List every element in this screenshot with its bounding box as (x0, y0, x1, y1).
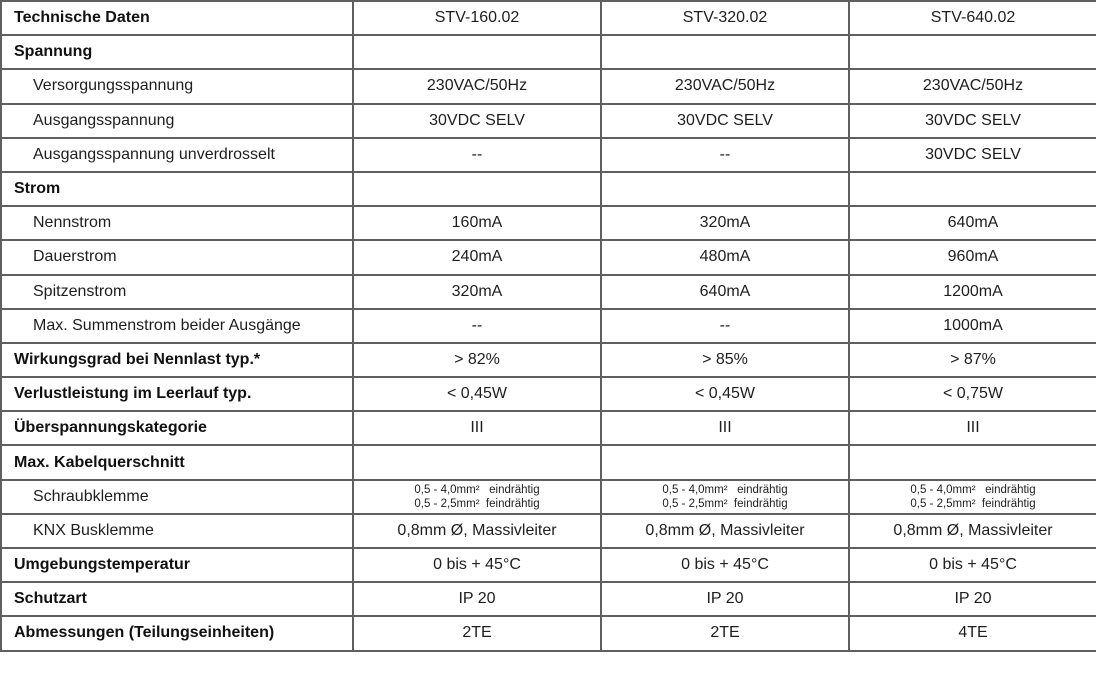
header-row (1, 1, 1096, 35)
row-value (353, 35, 601, 69)
row-value: 960mA (849, 240, 1096, 274)
row-value: 2TE (353, 616, 601, 650)
row-value: 230VAC/50Hz (601, 69, 849, 103)
row-label: Abmessungen (Teilungseinheiten) (1, 616, 353, 650)
row-value: 0,5 - 4,0mm² eindrähtig 0,5 - 2,5mm² feindrähtig (662, 483, 788, 510)
row-value: < 0,75W (849, 377, 1096, 411)
row-value: 30VDC SELV (353, 104, 601, 138)
row-value: 2TE (601, 616, 849, 650)
table-row (1, 480, 1096, 514)
row-value: -- (353, 309, 601, 343)
row-value: 30VDC SELV (601, 104, 849, 138)
row-label: Ausgangsspannung (1, 104, 353, 138)
row-value: > 82% (353, 343, 601, 377)
row-label: Nennstrom (1, 206, 353, 240)
header-label: Technische Daten (1, 1, 353, 35)
row-value: 0,8mm Ø, Massivleiter (849, 514, 1096, 548)
row-value (849, 172, 1096, 206)
row-value: IP 20 (353, 582, 601, 616)
row-label: Wirkungsgrad bei Nennlast typ.* (1, 343, 353, 377)
row-value: 0 bis + 45°C (849, 548, 1096, 582)
table-row (1, 240, 1096, 274)
row-value: < 0,45W (353, 377, 601, 411)
table-row (1, 69, 1096, 103)
row-value: III (601, 411, 849, 445)
row-value: -- (601, 309, 849, 343)
row-label: Spannung (1, 35, 353, 69)
row-value: 30VDC SELV (849, 138, 1096, 172)
row-label: Umgebungstemperatur (1, 548, 353, 582)
row-label: Schraubklemme (1, 480, 353, 514)
table-row (1, 343, 1096, 377)
table-row (1, 548, 1096, 582)
row-value: 160mA (353, 206, 601, 240)
table-row (1, 514, 1096, 548)
header-model-stv-640: STV-640.02 (849, 1, 1096, 35)
row-value-cell (849, 480, 1096, 514)
row-label: Max. Kabelquerschnitt (1, 445, 353, 479)
row-value-cell (601, 480, 849, 514)
table-row (1, 377, 1096, 411)
row-value: IP 20 (601, 582, 849, 616)
table-row (1, 138, 1096, 172)
row-value: 0,8mm Ø, Massivleiter (353, 514, 601, 548)
row-value: 0,8mm Ø, Massivleiter (601, 514, 849, 548)
row-label: Dauerstrom (1, 240, 353, 274)
row-value: 320mA (601, 206, 849, 240)
row-value: 0 bis + 45°C (601, 548, 849, 582)
table-row (1, 582, 1096, 616)
row-value-cell (353, 480, 601, 514)
row-value: IP 20 (849, 582, 1096, 616)
row-label: Schutzart (1, 582, 353, 616)
table-row (1, 309, 1096, 343)
table-row (1, 445, 1096, 479)
row-label: Versorgungsspannung (1, 69, 353, 103)
row-label: Ausgangsspannung unverdrosselt (1, 138, 353, 172)
table-row (1, 104, 1096, 138)
row-value (601, 35, 849, 69)
row-value: 0,5 - 4,0mm² eindrähtig 0,5 - 2,5mm² feindrähtig (910, 483, 1036, 510)
table-row (1, 616, 1096, 650)
row-value: 1000mA (849, 309, 1096, 343)
row-label: Spitzenstrom (1, 275, 353, 309)
row-value: 0,5 - 4,0mm² eindrähtig 0,5 - 2,5mm² feindrähtig (414, 483, 540, 510)
header-model-stv-160: STV-160.02 (353, 1, 601, 35)
row-label: Verlustleistung im Leerlauf typ. (1, 377, 353, 411)
row-label: Überspannungskategorie (1, 411, 353, 445)
table-row (1, 275, 1096, 309)
row-value: 640mA (849, 206, 1096, 240)
row-value: 640mA (601, 275, 849, 309)
row-label: Max. Summenstrom beider Ausgänge (1, 309, 353, 343)
row-value: 230VAC/50Hz (353, 69, 601, 103)
row-label: KNX Busklemme (1, 514, 353, 548)
row-value (849, 35, 1096, 69)
row-value: 320mA (353, 275, 601, 309)
row-value: > 87% (849, 343, 1096, 377)
row-value: < 0,45W (601, 377, 849, 411)
row-value: -- (601, 138, 849, 172)
row-value: 1200mA (849, 275, 1096, 309)
row-label: Strom (1, 172, 353, 206)
row-value (849, 445, 1096, 479)
table-row (1, 411, 1096, 445)
row-value: 240mA (353, 240, 601, 274)
row-value: 0 bis + 45°C (353, 548, 601, 582)
header-model-stv-320: STV-320.02 (601, 1, 849, 35)
row-value: > 85% (601, 343, 849, 377)
row-value: III (353, 411, 601, 445)
table-body (1, 1, 1096, 651)
row-value: III (849, 411, 1096, 445)
row-value (353, 172, 601, 206)
table-row (1, 172, 1096, 206)
row-value (353, 445, 601, 479)
row-value: 30VDC SELV (849, 104, 1096, 138)
row-value: 480mA (601, 240, 849, 274)
row-value: 4TE (849, 616, 1096, 650)
row-value (601, 445, 849, 479)
row-value: 230VAC/50Hz (849, 69, 1096, 103)
table-row (1, 206, 1096, 240)
table-row (1, 35, 1096, 69)
row-value (601, 172, 849, 206)
row-value: -- (353, 138, 601, 172)
